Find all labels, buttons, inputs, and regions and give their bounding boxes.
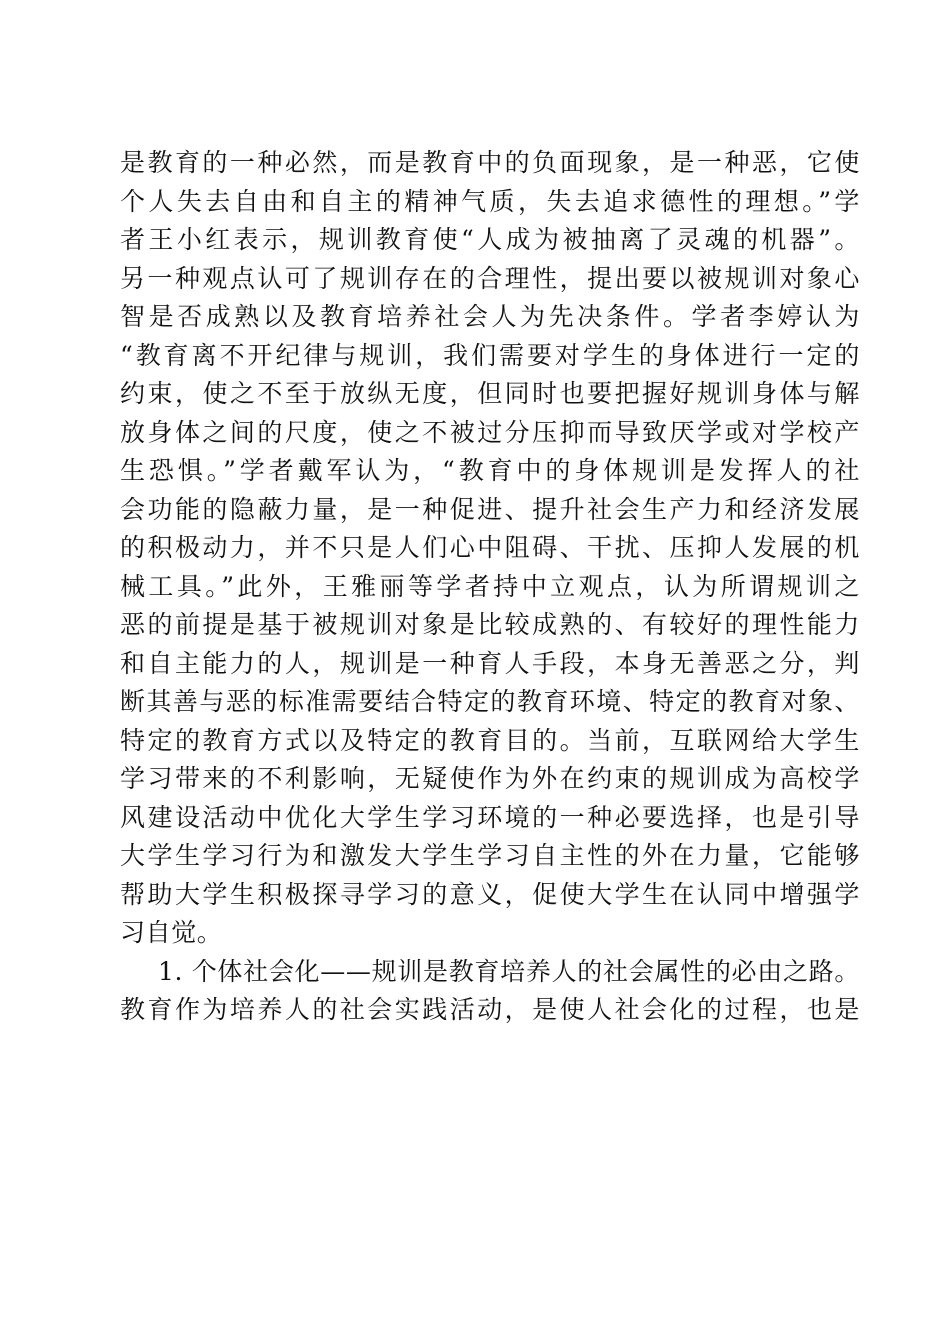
text-line: 恶的前提是基于被规训对象是比较成熟的、有较好的理性能力 xyxy=(120,610,860,639)
text-line: 个人失去自由和自主的精神气质，失去追求德性的理想。”学 xyxy=(120,186,860,216)
text-line: 习自觉。 xyxy=(120,918,223,947)
text-line: 特定的教育方式以及特定的教育目的。当前，互联网给大学生 xyxy=(120,725,860,755)
paragraph xyxy=(120,953,860,1030)
text-line: 教育作为培养人的社会实践活动，是使人社会化的过程，也是 xyxy=(120,995,860,1024)
text-line: “教育离不开纪律与规训，我们需要对学生的身体进行一定的 xyxy=(120,340,860,370)
text-line: 约束，使之不至于放纵无度，但同时也要把握好规训身体与解 xyxy=(120,379,860,408)
text-line: 的积极动力，并不只是人们心中阻碍、干扰、压抑人发展的机 xyxy=(120,533,860,562)
paragraph xyxy=(120,144,860,953)
numbered-heading-line: 1. 个体社会化——规训是教育培养人的社会属性的必由之路。 xyxy=(158,956,860,986)
text-line: 学习带来的不利影响，无疑使作为外在约束的规训成为高校学 xyxy=(120,764,860,793)
text-line: 者王小红表示，规训教育使“人成为被抽离了灵魂的机器”。 xyxy=(120,225,860,254)
text-line: 生恐惧。”学者戴军认为，“教育中的身体规训是发挥人的社 xyxy=(120,456,860,485)
text-line: 械工具。”此外，王雅丽等学者持中立观点，认为所谓规训之 xyxy=(120,571,860,601)
body-text xyxy=(120,144,860,1030)
text-line: 另一种观点认可了规训存在的合理性，提出要以被规训对象心 xyxy=(120,263,860,293)
text-line: 风建设活动中优化大学生学习环境的一种必要选择，也是引导 xyxy=(120,802,860,832)
text-line: 断其善与恶的标准需要结合特定的教育环境、特定的教育对象、 xyxy=(120,687,860,716)
text-line: 智是否成熟以及教育培养社会人为先决条件。学者李婷认为 xyxy=(120,302,860,331)
text-line: 大学生学习行为和激发大学生学习自主性的外在力量，它能够 xyxy=(120,841,860,870)
text-line: 帮助大学生积极探寻学习的意义，促使大学生在认同中增强学 xyxy=(120,879,860,909)
text-line: 是教育的一种必然，而是教育中的负面现象，是一种恶，它使 xyxy=(120,148,860,177)
text-line: 和自主能力的人，规训是一种育人手段，本身无善恶之分，判 xyxy=(120,648,860,678)
text-line: 会功能的隐蔽力量，是一种促进、提升社会生产力和经济发展 xyxy=(120,494,860,524)
text-line: 放身体之间的尺度，使之不被过分压抑而导致厌学或对学校产 xyxy=(120,417,860,447)
